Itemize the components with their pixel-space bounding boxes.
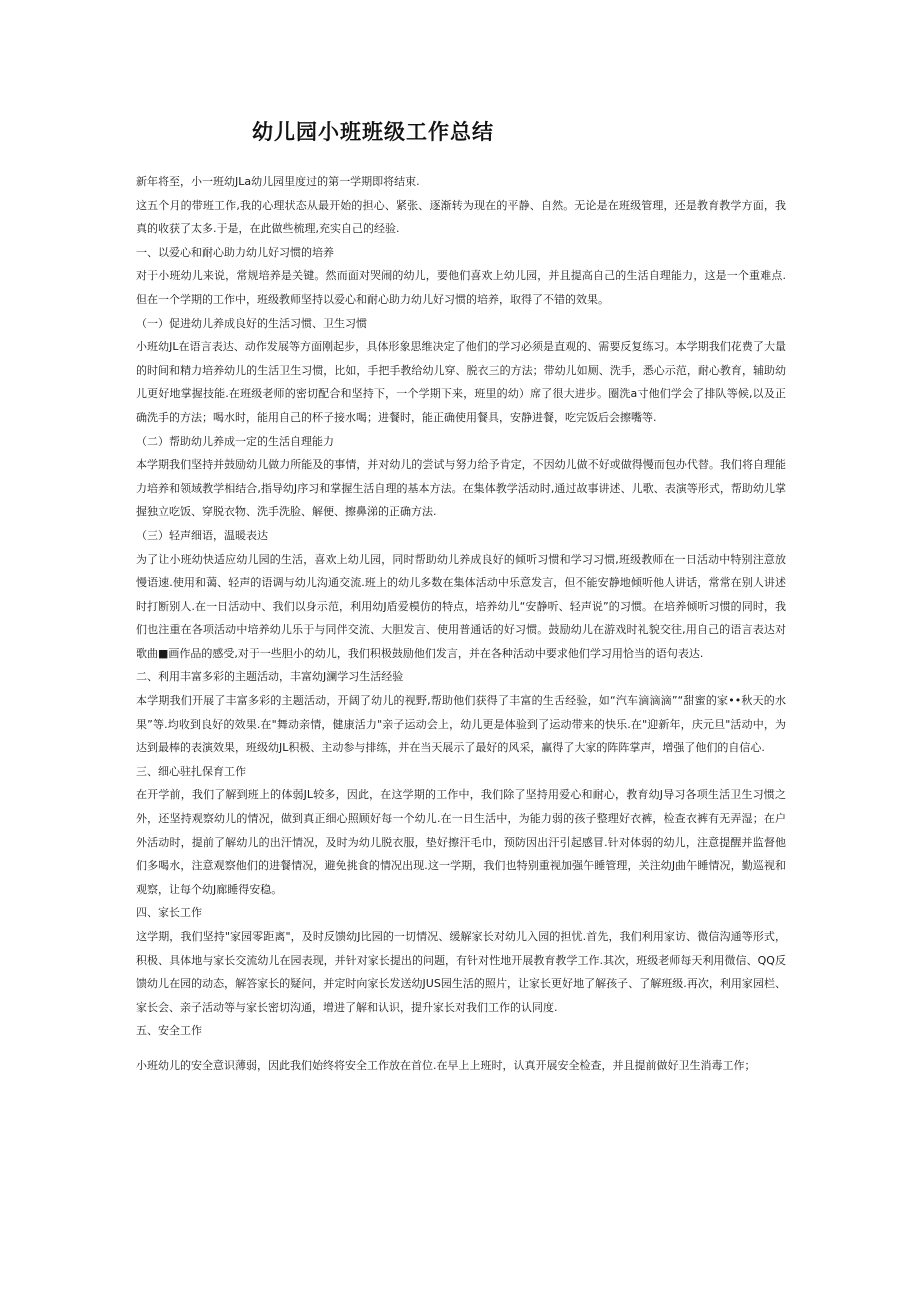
paragraph-intro: 新年将至，小一班幼JLa幼儿园里度过的第一学期即将结束. bbox=[136, 175, 420, 188]
paragraph: 为了让小班幼快适应幼儿园的生活，喜欢上幼儿园，同时帮助幼儿养成良好的倾听习惯和学习习惯,班级教师在一日活动中特别注意放慢语速.使用和蔼、轻声的语调与幼儿沟通交流.班上的幼儿多数在集体活动中乐意发言，但不能安静地倾听他人讲话，常常在别人讲述时打断别人.在一日活动中、我们以身示范，利用幼J盾爱模仿的特点，培养幼儿“安静听、轻声说”的习惯。在培养倾听习惯的同时，我们也注重在各项活动中培养幼儿乐于与同伴交流、大胆发言、使用普通话的好习惯。鼓励幼儿在游戏时礼貌交往,用自己的语言表达对歌曲■画作品的感受,对于一些胆小的幼儿，我们积极鼓励他们发言，并在各种活动中要求他们学习用恰当的语句表达. bbox=[136, 552, 786, 660]
section-heading-1: 一、以爱心和耐心助力幼儿好习惯的培养 bbox=[136, 245, 334, 259]
paragraph: 本学期我们开展了丰富多彩的主题活动，开阔了幼儿的视野,帮助他们获得了丰富的生舌经验，如“汽车滴滴滴”“甜蜜的家••秋天的水果”等.均收到良好的效果.在"舞动亲情，健康活力"亲子运动会上，幼儿更是体验到了运动带来的快乐.在"迎新年，庆元旦"活动中，为达到最棒的表演效果，班级幼JL积极、主动参与排练，并在当天展示了最好的风采，赢得了大家的阵阵掌声，增强了他们的自信心. bbox=[136, 694, 786, 755]
section-heading-4: 四、家长工作 bbox=[136, 906, 202, 920]
paragraph: 这五个月的带班工作,我的心理状态从最开始的担心、紧张、逐渐转为现在的平静、自然。无论是在班级管理，还是教育教学方面，我真的收获了太多.于是，在此做些梳理,充实自己的经验. bbox=[136, 198, 786, 236]
document-title: 幼儿园小班班级工作总结 bbox=[252, 120, 494, 144]
section-heading-2: 二、利用丰富多彩的主题活动，丰富幼J澜学习生活经验 bbox=[136, 670, 404, 684]
paragraph: 本学期我们坚持并鼓励幼儿做力所能及的事情，并对幼儿的尝试与努力给予肯定，不因幼儿做不好或做得慢而包办代替。我们将自理能力培养和领域教学相结合,指导幼J序习和掌握生活自理的基本方法。在集体教学活动时,通过故事讲述、儿歌、表演等形式，帮助幼儿掌握独立吃饭、穿脱衣物、洗手洗脸、解便、擦鼻涕的正确方法. bbox=[136, 458, 786, 519]
paragraph-gap bbox=[136, 1043, 786, 1054]
document-body bbox=[136, 170, 786, 1078]
subsection-heading-1-3: （三）轻声细语，温暖表达 bbox=[136, 528, 268, 542]
subsection-heading-1-1: （一）促进幼儿养成良好的生活习惯、卫生习惯 bbox=[136, 316, 367, 330]
section-heading-5: 五、安全工作 bbox=[136, 1024, 202, 1038]
paragraph: 小班幼JL在语言表达、动作发展等方面刚起步，具体形象思维决定了他们的学习必须是直观的、需要反复练习。本学期我们花费了大量的时间和精力培养幼儿的生活卫生习惯，比如，手把手教给幼儿穿、脱衣三的方法；带幼儿如厕、洗手，悉心示范，耐心教育，辅助幼儿更好地掌握技能.在班级老师的密切配合和坚持下，一个学期下来，班里的幼）席了很大进步。圈洗a寸他们学会了排队等候,以及正确洗手的方法；喝水时，能用自己的杯子接水喝；进餐时，能正确使用餐具，安静进餐，吃完饭后会擦嘴等. bbox=[136, 340, 786, 424]
paragraph: 在开学前，我们了解到班上的体弱JL较多，因此，在这学期的工作中，我们除了坚持用爱心和耐心，教育幼J导习各项生活卫生习惯之外，还坚持观察幼儿的情况，做到真正细心照顾好每一个幼儿.在一日生活中，为能力弱的孩子整理好衣裤，检查衣裤有无弄湿；在户外活动时，提前了解幼儿的出汗情况，及时为幼儿脱衣服，垫好擦汗毛巾，预防因出汗引起感冒.针对体弱的幼儿，注意提醒并监督他们多喝水，注意观察他们的进餐情况，避免挑食的情况出现.这一学期，我们也特别重视加强午睡管理，关注幼J曲午睡情况，勤巡视和观察，让每个幼J廊睡得安稳。 bbox=[136, 788, 786, 896]
paragraph: 小班幼儿的安全意识薄弱，因此我们始终将安全工作放在首位.在早上上班时，认真开展安全检查，并且提前做好卫生消毒工作； bbox=[136, 1058, 756, 1072]
paragraph: 对于小班幼儿来说，常规培养是关键。然而面对哭闹的幼儿，要他们喜欢上幼儿园，并且提高自己的生活自理能力，这是一个重难点.但在一个学期的工作中，班级教师坚持以爱心和耐心助力幼儿好习惯的培养，取得了不错的效果。 bbox=[136, 269, 786, 306]
section-heading-3: 三、细心驻扎保育工作 bbox=[136, 764, 246, 778]
subsection-heading-1-2: （二）帮助幼儿养成一定的生活自理能力 bbox=[136, 434, 334, 448]
paragraph: 这学期，我们坚持"家园零距离"，及时反馈幼J比园的一切情况、缓解家长对幼儿入园的担忧.首先，我们利用家访、微信沟通等形式，积极、具体地与家长交流幼儿在园表现，并针对家长提出的问题，有针对性地开展教育教学工作.其次，班级老师每天利用微信、QQ反馈幼儿在园的动态，解答家长的疑问，并定时向家长发送幼JUS园生活的照片，让家长更好地了解孩子、了解班级.再次，利用家园栏、家长会、亲子活动等与家长密切沟通，增进了解和认识，提升家长对我们工作的认同度. bbox=[136, 930, 786, 1014]
